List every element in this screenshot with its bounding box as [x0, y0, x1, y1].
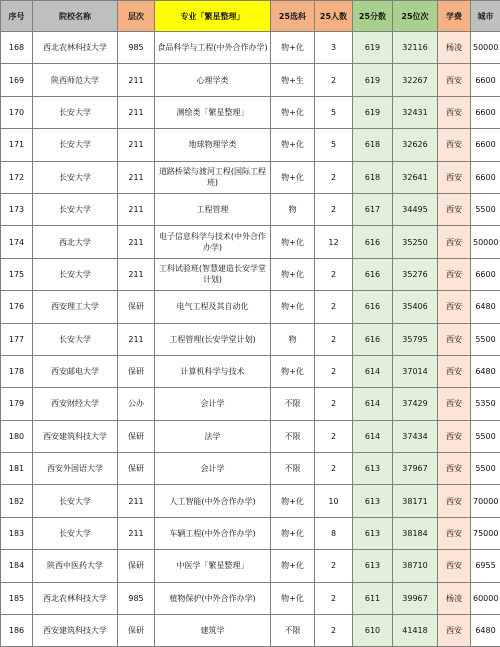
header-city: 城市 [471, 1, 500, 32]
cell-city: 西安 [438, 517, 471, 549]
cell-index: 168 [1, 32, 33, 64]
cell-tuition: 5500 [471, 420, 500, 452]
table-row [1, 96, 500, 128]
cell-tuition: 70000 [471, 485, 500, 517]
cell-level: 211 [118, 193, 155, 225]
cell-count: 2 [315, 323, 353, 355]
cell-rank: 32267 [393, 64, 438, 96]
cell-rank: 38171 [393, 485, 438, 517]
cell-tuition: 5500 [471, 453, 500, 485]
cell-city: 西安 [438, 355, 471, 387]
cell-school: 西安邮电大学 [33, 355, 118, 387]
cell-school: 长安大学 [33, 258, 118, 290]
cell-subjects: 物+生 [271, 64, 315, 96]
cell-city: 西安 [438, 193, 471, 225]
cell-tuition: 6600 [471, 258, 500, 290]
cell-count: 5 [315, 129, 353, 161]
cell-score: 616 [353, 226, 393, 258]
cell-level: 211 [118, 226, 155, 258]
header-rank: 25位次 [393, 1, 438, 32]
cell-major: 人工智能(中外合作办学) [155, 485, 271, 517]
cell-major: 车辆工程(中外合作办学) [155, 517, 271, 549]
cell-count: 2 [315, 355, 353, 387]
cell-subjects: 物+化 [271, 258, 315, 290]
cell-count: 2 [315, 615, 353, 647]
cell-count: 2 [315, 291, 353, 323]
cell-index: 178 [1, 355, 33, 387]
cell-level: 211 [118, 129, 155, 161]
cell-school: 西北大学 [33, 226, 118, 258]
cell-index: 179 [1, 388, 33, 420]
cell-tuition: 6600 [471, 161, 500, 193]
cell-city: 西安 [438, 161, 471, 193]
cell-tuition: 6480 [471, 291, 500, 323]
cell-school: 西安建筑科技大学 [33, 420, 118, 452]
cell-school: 长安大学 [33, 161, 118, 193]
cell-rank: 32116 [393, 32, 438, 64]
cell-level: 211 [118, 96, 155, 128]
cell-tuition: 6600 [471, 129, 500, 161]
cell-level: 211 [118, 64, 155, 96]
table-row [1, 355, 500, 387]
cell-index: 177 [1, 323, 33, 355]
table-row [1, 161, 500, 193]
cell-count: 3 [315, 32, 353, 64]
cell-count: 2 [315, 582, 353, 614]
cell-count: 2 [315, 161, 353, 193]
cell-index: 170 [1, 96, 33, 128]
cell-subjects: 物+化 [271, 129, 315, 161]
cell-city: 西安 [438, 388, 471, 420]
cell-score: 619 [353, 32, 393, 64]
cell-city: 西安 [438, 129, 471, 161]
cell-index: 186 [1, 615, 33, 647]
cell-score: 614 [353, 355, 393, 387]
cell-city: 杨凌 [438, 32, 471, 64]
cell-subjects: 物+化 [271, 161, 315, 193]
header-count: 25人数 [315, 1, 353, 32]
cell-score: 617 [353, 193, 393, 225]
header-major: 专业「繁星整理」 [155, 1, 271, 32]
cell-rank: 35795 [393, 323, 438, 355]
cell-tuition: 60000 [471, 582, 500, 614]
cell-school: 长安大学 [33, 323, 118, 355]
table-row [1, 485, 500, 517]
cell-school: 长安大学 [33, 193, 118, 225]
cell-subjects: 不限 [271, 453, 315, 485]
cell-major: 中医学「繁星整理」 [155, 550, 271, 582]
cell-index: 180 [1, 420, 33, 452]
cell-major: 心理学类 [155, 64, 271, 96]
table-row [1, 615, 500, 647]
header-score: 25分数 [353, 1, 393, 32]
cell-index: 174 [1, 226, 33, 258]
table-row [1, 258, 500, 290]
cell-subjects: 物+化 [271, 485, 315, 517]
cell-rank: 38710 [393, 550, 438, 582]
table-row [1, 453, 500, 485]
cell-tuition: 6600 [471, 96, 500, 128]
cell-count: 10 [315, 485, 353, 517]
cell-school: 长安大学 [33, 129, 118, 161]
cell-index: 175 [1, 258, 33, 290]
cell-index: 185 [1, 582, 33, 614]
header-tuition: 学费 [438, 1, 471, 32]
cell-level: 985 [118, 582, 155, 614]
cell-subjects: 物+化 [271, 226, 315, 258]
cell-index: 171 [1, 129, 33, 161]
cell-level: 211 [118, 485, 155, 517]
cell-school: 西安外国语大学 [33, 453, 118, 485]
cell-city: 西安 [438, 485, 471, 517]
cell-tuition: 5500 [471, 323, 500, 355]
cell-count: 2 [315, 388, 353, 420]
cell-rank: 35406 [393, 291, 438, 323]
cell-rank: 38184 [393, 517, 438, 549]
cell-major: 测绘类「繁星整理」 [155, 96, 271, 128]
table-row [1, 420, 500, 452]
cell-rank: 32641 [393, 161, 438, 193]
table-row [1, 64, 500, 96]
cell-city: 西安 [438, 615, 471, 647]
cell-level: 211 [118, 323, 155, 355]
cell-subjects: 物+化 [271, 96, 315, 128]
cell-score: 619 [353, 64, 393, 96]
cell-count: 2 [315, 258, 353, 290]
cell-school: 长安大学 [33, 96, 118, 128]
table-row [1, 129, 500, 161]
cell-tuition: 6480 [471, 615, 500, 647]
cell-tuition: 6955 [471, 550, 500, 582]
cell-city: 西安 [438, 453, 471, 485]
cell-subjects: 物+化 [271, 32, 315, 64]
cell-subjects: 不限 [271, 420, 315, 452]
cell-level: 公办 [118, 388, 155, 420]
cell-score: 616 [353, 323, 393, 355]
cell-score: 613 [353, 517, 393, 549]
cell-school: 长安大学 [33, 517, 118, 549]
cell-rank: 32431 [393, 96, 438, 128]
cell-index: 173 [1, 193, 33, 225]
cell-subjects: 物 [271, 193, 315, 225]
table-row [1, 193, 500, 225]
cell-major: 道路桥梁与渡河工程(国际工程班) [155, 161, 271, 193]
cell-score: 613 [353, 550, 393, 582]
cell-score: 613 [353, 453, 393, 485]
cell-rank: 39967 [393, 582, 438, 614]
cell-city: 西安 [438, 64, 471, 96]
cell-index: 184 [1, 550, 33, 582]
cell-city: 杨凌 [438, 582, 471, 614]
cell-major: 计算机科学与技术 [155, 355, 271, 387]
table-row [1, 388, 500, 420]
cell-count: 2 [315, 420, 353, 452]
cell-index: 169 [1, 64, 33, 96]
cell-major: 会计学 [155, 388, 271, 420]
cell-score: 614 [353, 420, 393, 452]
cell-score: 613 [353, 485, 393, 517]
cell-subjects: 不限 [271, 615, 315, 647]
header-row [1, 1, 500, 32]
cell-score: 611 [353, 582, 393, 614]
cell-tuition: 5350 [471, 388, 500, 420]
cell-index: 176 [1, 291, 33, 323]
cell-score: 618 [353, 129, 393, 161]
cell-school: 西北农林科技大学 [33, 32, 118, 64]
cell-rank: 37967 [393, 453, 438, 485]
cell-level: 保研 [118, 420, 155, 452]
cell-city: 西安 [438, 226, 471, 258]
cell-rank: 41418 [393, 615, 438, 647]
cell-subjects: 物+化 [271, 582, 315, 614]
cell-major: 植物保护(中外合作办学) [155, 582, 271, 614]
cell-rank: 35276 [393, 258, 438, 290]
cell-major: 建筑学 [155, 615, 271, 647]
cell-rank: 32626 [393, 129, 438, 161]
cell-count: 2 [315, 453, 353, 485]
cell-city: 西安 [438, 420, 471, 452]
cell-subjects: 物 [271, 323, 315, 355]
cell-subjects: 物+化 [271, 355, 315, 387]
cell-school: 陕西师范大学 [33, 64, 118, 96]
table-row [1, 32, 500, 64]
cell-school: 西安建筑科技大学 [33, 615, 118, 647]
cell-level: 211 [118, 517, 155, 549]
cell-score: 618 [353, 161, 393, 193]
cell-count: 2 [315, 193, 353, 225]
cell-major: 地球物理学类 [155, 129, 271, 161]
cell-subjects: 物+化 [271, 517, 315, 549]
cell-major: 法学 [155, 420, 271, 452]
cell-level: 985 [118, 32, 155, 64]
cell-school: 西北农林科技大学 [33, 582, 118, 614]
cell-level: 211 [118, 258, 155, 290]
table-row [1, 550, 500, 582]
cell-level: 保研 [118, 355, 155, 387]
cell-school: 西安财经大学 [33, 388, 118, 420]
cell-index: 172 [1, 161, 33, 193]
cell-major: 会计学 [155, 453, 271, 485]
cell-count: 8 [315, 517, 353, 549]
cell-rank: 37434 [393, 420, 438, 452]
cell-subjects: 物+化 [271, 550, 315, 582]
cell-city: 西安 [438, 96, 471, 128]
cell-major: 电子信息科学与技术(中外合作办学) [155, 226, 271, 258]
cell-city: 西安 [438, 258, 471, 290]
cell-major: 电气工程及其自动化 [155, 291, 271, 323]
table-body [1, 32, 500, 647]
cell-subjects: 不限 [271, 388, 315, 420]
cell-rank: 37429 [393, 388, 438, 420]
cell-school: 西安理工大学 [33, 291, 118, 323]
cell-level: 保研 [118, 615, 155, 647]
cell-rank: 35250 [393, 226, 438, 258]
cell-city: 西安 [438, 291, 471, 323]
cell-level: 保研 [118, 291, 155, 323]
table-row [1, 323, 500, 355]
cell-tuition: 5500 [471, 193, 500, 225]
cell-index: 183 [1, 517, 33, 549]
header-level: 层次 [118, 1, 155, 32]
cell-level: 211 [118, 161, 155, 193]
header-school: 院校名称 [33, 1, 118, 32]
table-row [1, 291, 500, 323]
cell-count: 2 [315, 64, 353, 96]
cell-count: 12 [315, 226, 353, 258]
cell-tuition: 50000 [471, 32, 500, 64]
cell-index: 182 [1, 485, 33, 517]
cell-level: 保研 [118, 550, 155, 582]
cell-tuition: 6600 [471, 64, 500, 96]
cell-city: 西安 [438, 323, 471, 355]
cell-school: 长安大学 [33, 485, 118, 517]
cell-score: 616 [353, 291, 393, 323]
table-row [1, 517, 500, 549]
cell-score: 610 [353, 615, 393, 647]
cell-subjects: 物+化 [271, 291, 315, 323]
cell-rank: 37014 [393, 355, 438, 387]
cell-count: 5 [315, 96, 353, 128]
cell-major: 食品科学与工程(中外合作办学) [155, 32, 271, 64]
cell-count: 2 [315, 550, 353, 582]
cell-school: 陕西中医药大学 [33, 550, 118, 582]
cell-index: 181 [1, 453, 33, 485]
cell-rank: 34495 [393, 193, 438, 225]
table-row [1, 226, 500, 258]
cell-tuition: 50000 [471, 226, 500, 258]
cell-score: 619 [353, 96, 393, 128]
cell-major: 工程管理(长安学堂计划) [155, 323, 271, 355]
cell-tuition: 6480 [471, 355, 500, 387]
cell-major: 工程管理 [155, 193, 271, 225]
cell-tuition: 75000 [471, 517, 500, 549]
cell-level: 保研 [118, 453, 155, 485]
cell-score: 614 [353, 388, 393, 420]
header-index: 序号 [1, 1, 33, 32]
header-subjects: 25选科 [271, 1, 315, 32]
cell-major: 工科试验班(智慧建造长安学堂计划) [155, 258, 271, 290]
cell-city: 西安 [438, 550, 471, 582]
cell-score: 616 [353, 258, 393, 290]
